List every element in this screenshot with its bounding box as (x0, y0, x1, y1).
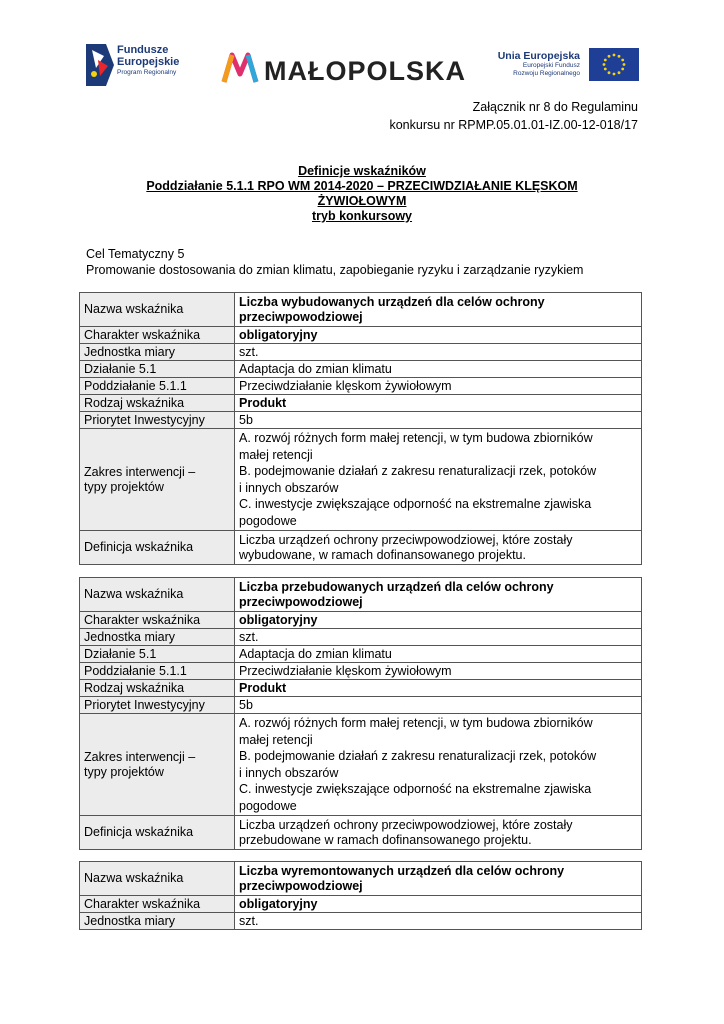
label-cell: Działanie 5.1 (80, 361, 235, 378)
label-cell: Nazwa wskaźnika (80, 578, 235, 612)
label-cell: Poddziałanie 5.1.1 (80, 378, 235, 395)
fundusze-europejskie-label: Fundusze Europejskie Program Regionalny (117, 44, 180, 76)
label-cell: Jednostka miary (80, 913, 235, 930)
value-cell: 5b (235, 697, 642, 714)
label-cell: Działanie 5.1 (80, 646, 235, 663)
value-cell: Liczba urządzeń ochrony przeciwpowodziowej, które zostały przebudowane w ramach dofinansowanego projektu. (235, 816, 642, 850)
value-cell: obligatoryjny (235, 612, 642, 629)
value-cell: A. rozwój różnych form małej retencji, w tym budowa zbiorników małej retencji B. podejmowanie działań z zakresu renaturalizacji rzek, potoków i innych obszarów C. inwestycje zwiększające odporność na ekstremalne zjawiska pogodowe (235, 714, 642, 816)
value-cell: Przeciwdziałanie klęskom żywiołowym (235, 663, 642, 680)
label-cell: Jednostka miary (80, 344, 235, 361)
value-cell: szt. (235, 344, 642, 361)
value-cell: obligatoryjny (235, 896, 642, 913)
value-cell: szt. (235, 913, 642, 930)
table-row (80, 429, 642, 531)
value-cell: szt. (235, 629, 642, 646)
table-row (80, 395, 642, 412)
value-cell: Adaptacja do zmian klimatu (235, 646, 642, 663)
table-row (80, 293, 642, 327)
table-row (80, 629, 642, 646)
table-row (80, 862, 642, 896)
table-row (80, 896, 642, 913)
table-row (80, 816, 642, 850)
value-cell: Adaptacja do zmian klimatu (235, 361, 642, 378)
unia-europejska-label: Unia Europejska Europejski Fundusz Rozwoju Regionalnego (497, 50, 580, 77)
value-cell: Produkt (235, 680, 642, 697)
table-row (80, 680, 642, 697)
value-cell: Liczba przebudowanych urządzeń dla celów ochrony przeciwpowodziowej (235, 578, 642, 612)
label-cell: Nazwa wskaźnika (80, 862, 235, 896)
table-row (80, 578, 642, 612)
label-cell: Priorytet Inwestycyjny (80, 697, 235, 714)
indicator-table-1 (79, 292, 642, 565)
value-cell: Przeciwdziałanie klęskom żywiołowym (235, 378, 642, 395)
label-cell: Rodzaj wskaźnika (80, 680, 235, 697)
label-cell: Definicja wskaźnika (80, 816, 235, 850)
indicator-table-2 (79, 577, 642, 850)
label-cell: Rodzaj wskaźnika (80, 395, 235, 412)
table-row (80, 913, 642, 930)
table-row (80, 327, 642, 344)
value-cell: Liczba wybudowanych urządzeń dla celów ochrony przeciwpowodziowej (235, 293, 642, 327)
indicator-table-3 (79, 861, 642, 930)
label-cell: Definicja wskaźnika (80, 531, 235, 565)
table-row (80, 697, 642, 714)
table-row (80, 344, 642, 361)
attachment-reference: Załącznik nr 8 do Regulaminu konkursu nr RPMP.05.01.01-IZ.00-12-018/17 (389, 100, 638, 132)
label-cell: Poddziałanie 5.1.1 (80, 663, 235, 680)
fundusze-europejskie-logo-icon (86, 44, 114, 86)
value-cell: Liczba wyremontowanych urządzeń dla celów ochrony przeciwpowodziowej (235, 862, 642, 896)
label-cell: Zakres interwencji – typy projektów (80, 429, 235, 531)
label-cell: Jednostka miary (80, 629, 235, 646)
table-row (80, 612, 642, 629)
value-cell: Produkt (235, 395, 642, 412)
label-cell: Zakres interwencji – typy projektów (80, 714, 235, 816)
malopolska-logo-icon (221, 52, 259, 84)
table-row (80, 646, 642, 663)
table-row (80, 361, 642, 378)
malopolska-wordmark: MAŁOPOLSKA (264, 56, 466, 86)
table-row (80, 663, 642, 680)
label-cell: Priorytet Inwestycyjny (80, 412, 235, 429)
value-cell: A. rozwój różnych form małej retencji, w tym budowa zbiorników małej retencji B. podejmowanie działań z zakresu renaturalizacji rzek, potoków i innych obszarów C. inwestycje zwiększające odporność na ekstremalne zjawiska pogodowe (235, 429, 642, 531)
label-cell: Nazwa wskaźnika (80, 293, 235, 327)
label-cell: Charakter wskaźnika (80, 896, 235, 913)
eu-flag-icon (589, 48, 639, 81)
document-title: Definicje wskaźników Poddziałanie 5.1.1 RPO WM 2014-2020 – PRZECIWDZIAŁANIE KLĘSKOM ŻYWIOŁOWYM tryb konkursowy (146, 164, 578, 223)
logo-header (0, 0, 724, 100)
table-row (80, 531, 642, 565)
value-cell: Liczba urządzeń ochrony przeciwpowodziowej, które zostały wybudowane, w ramach dofinansowanego projektu. (235, 531, 642, 565)
label-cell: Charakter wskaźnika (80, 612, 235, 629)
value-cell: 5b (235, 412, 642, 429)
label-cell: Charakter wskaźnika (80, 327, 235, 344)
table-row (80, 378, 642, 395)
table-row (80, 714, 642, 816)
table-row (80, 412, 642, 429)
value-cell: obligatoryjny (235, 327, 642, 344)
thematic-objective: Cel Tematyczny 5 Promowanie dostosowania do zmian klimatu, zapobieganie ryzyku i zarządzanie ryzykiem (86, 247, 584, 277)
